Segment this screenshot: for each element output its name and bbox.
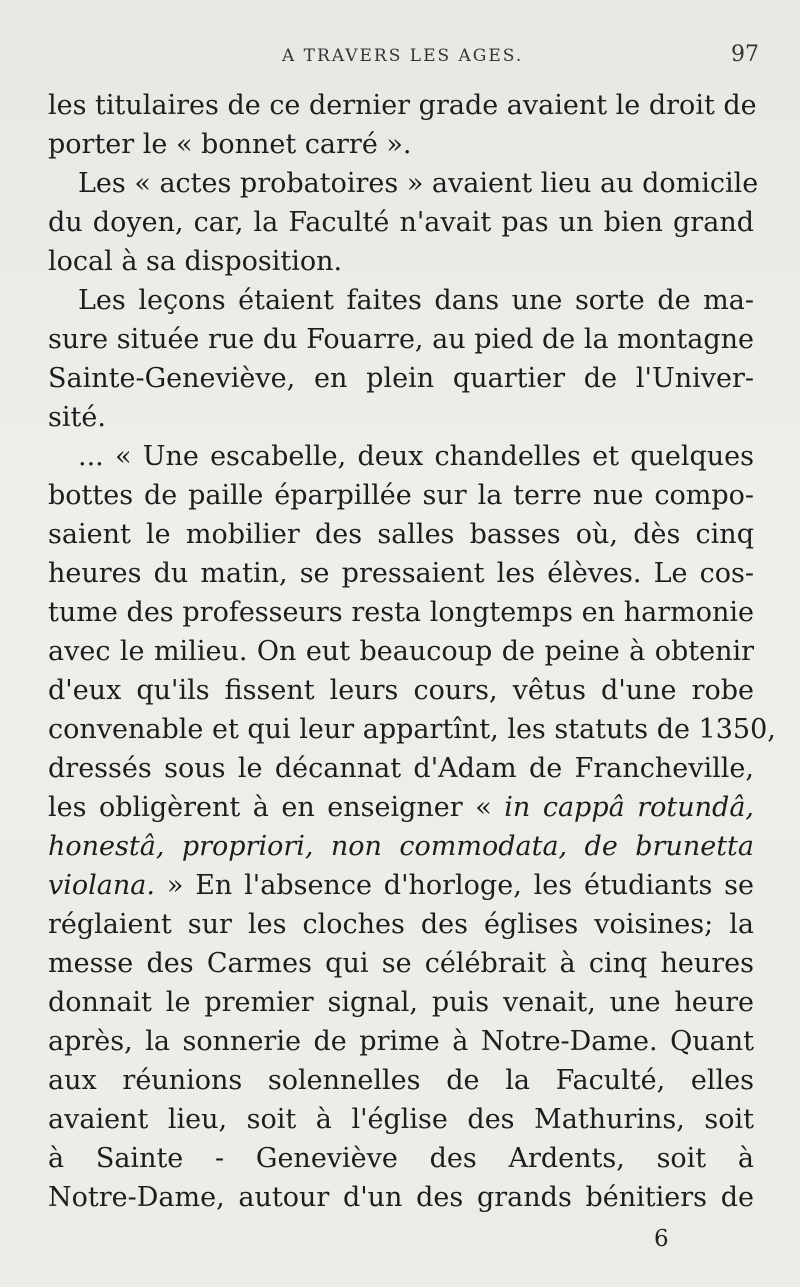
text-line: porter le « bonnet carré ». xyxy=(48,129,412,160)
text-line: ... « Une escabelle, deux chandelles et quelques xyxy=(78,441,754,472)
text-line: d'eux qu'ils fissent leurs cours, vêtus d'une robe xyxy=(48,675,754,706)
text-line: sité. xyxy=(48,402,106,433)
text-line: messe des Carmes qui se célébrait à cinq heures xyxy=(48,948,754,979)
text-line: dressés sous le décannat d'Adam de Francheville, xyxy=(48,753,754,784)
text-line: violana. » En l'absence d'horloge, les étudiants se xyxy=(48,870,754,901)
text-line: tume des professeurs resta longtemps en harmonie xyxy=(48,597,754,628)
text-line: sure située rue du Fouarre, au pied de la montagne xyxy=(48,324,754,355)
text-line: les titulaires de ce dernier grade avaient le droit de xyxy=(48,90,757,121)
text-line: saient le mobilier des salles basses où, dès cinq xyxy=(48,519,754,550)
text-line: après, la sonnerie de prime à Notre-Dame. Quant xyxy=(48,1026,754,1057)
text-line: convenable et qui leur appartînt, les statuts de 1350, xyxy=(48,714,776,745)
text-line: Les « actes probatoires » avaient lieu au domicile xyxy=(78,168,759,199)
text-line: bottes de paille éparpillée sur la terre nue compo- xyxy=(48,480,754,511)
text-line: réglaient sur les cloches des églises voisines; la xyxy=(48,909,754,940)
text-line: avaient lieu, soit à l'église des Mathurins, soit xyxy=(48,1104,754,1135)
text-line: Sainte-Geneviève, en plein quartier de l'Univer- xyxy=(48,363,754,394)
page-number: 97 xyxy=(731,42,759,67)
text-line: aux réunions solennelles de la Faculté, elles xyxy=(48,1065,754,1096)
text-line: donnait le premier signal, puis venait, une heure xyxy=(48,987,754,1018)
text-line: Notre-Dame, autour d'un des grands bénitiers de xyxy=(48,1182,754,1213)
running-title: A TRAVERS LES AGES. xyxy=(282,46,524,66)
running-head xyxy=(0,42,800,72)
text-line: du doyen, car, la Faculté n'avait pas un bien grand xyxy=(48,207,754,238)
signature-mark: 6 xyxy=(654,1226,669,1252)
body-text xyxy=(48,86,776,1217)
text-line: local à sa disposition. xyxy=(48,246,343,277)
text-line: à Sainte - Geneviève des Ardents, soit à xyxy=(48,1143,754,1174)
text-line: honestâ, propriori, non commodata, de brunetta xyxy=(48,831,754,862)
text-line: heures du matin, se pressaient les élèves. Le cos- xyxy=(48,558,754,589)
text-line: Les leçons étaient faites dans une sorte de ma- xyxy=(78,285,754,316)
text-line: avec le milieu. On eut beaucoup de peine à obtenir xyxy=(48,636,754,667)
text-line: les obligèrent à en enseigner « in cappâ rotundâ, xyxy=(48,792,754,823)
